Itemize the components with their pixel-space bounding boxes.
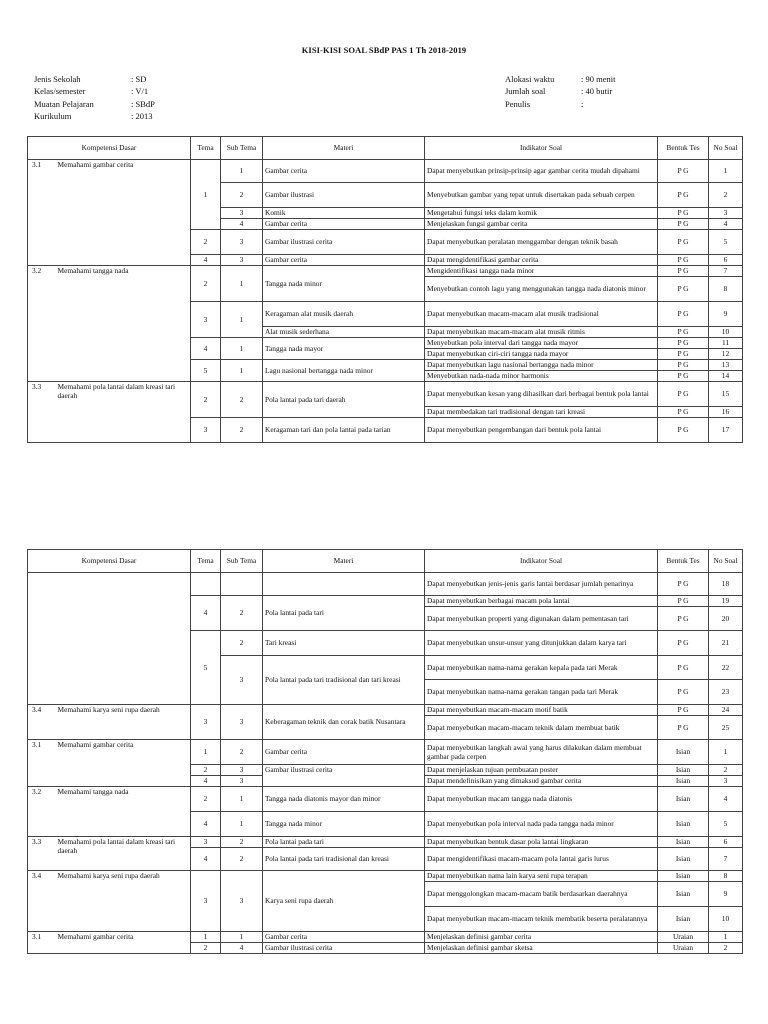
- indikator-cell: Mengidentifikasi tangga nada minor: [425, 266, 658, 277]
- bentuk-cell: P G: [658, 418, 709, 443]
- bentuk-cell: Uraian: [658, 932, 709, 943]
- table-row: [28, 837, 743, 848]
- subtema-cell: 1: [221, 932, 263, 943]
- tema-cell: 2: [191, 787, 221, 812]
- no-cell: 15: [709, 382, 743, 407]
- materi-cell: Pola lantai pada tari: [263, 837, 425, 848]
- materi-cell: Karya seni rupa daerah: [263, 871, 425, 932]
- no-cell: 7: [709, 266, 743, 277]
- no-cell: 8: [709, 277, 743, 302]
- kd-number: 3.1: [28, 932, 56, 954]
- meta-value: : SD: [131, 74, 147, 84]
- indikator-cell: Dapat menyebutkan nama-nama gerakan tangan pada tari Merak: [425, 680, 658, 705]
- tema-cell: 2: [191, 266, 221, 302]
- kd-number: 3.1: [28, 740, 56, 787]
- indikator-cell: Dapat menyebutkan macam-macam motif batik: [425, 705, 658, 716]
- indikator-cell: Dapat menyebutkan nama-nama gerakan kepala pada tari Merak: [425, 656, 658, 680]
- materi-cell: Gambar cerita: [263, 740, 425, 765]
- indikator-cell: Dapat menyebutkan unsur-unsur yang ditunjukkan dalam karya tari: [425, 631, 658, 656]
- tema-cell: 3: [191, 302, 221, 338]
- tema-cell: [191, 573, 221, 596]
- indikator-cell: Dapat membedakan tari tradisional dengan tari kreasi: [425, 407, 658, 418]
- indikator-cell: Menyebutkan nada-nada minor harmonis: [425, 371, 658, 382]
- no-cell: 2: [709, 183, 743, 208]
- subtema-cell: 2: [221, 631, 263, 656]
- indikator-cell: Dapat menyebutkan nama lain karya seni rupa terapan: [425, 871, 658, 882]
- table-row: [28, 705, 743, 716]
- tema-cell: 2: [191, 382, 221, 418]
- bentuk-cell: Isian: [658, 740, 709, 765]
- tema-cell: 3: [191, 705, 221, 740]
- bentuk-cell: P G: [658, 360, 709, 371]
- kd-text: Memahami gambar cerita: [56, 160, 191, 266]
- no-cell: 16: [709, 407, 743, 418]
- materi-cell: Keberagaman teknik dan corak batik Nusantara: [263, 705, 425, 740]
- bentuk-cell: Isian: [658, 787, 709, 812]
- subtema-cell: 3: [221, 871, 263, 932]
- table-row: [28, 787, 743, 812]
- no-cell: 13: [709, 360, 743, 371]
- materi-cell: Tangga nada mayor: [263, 338, 425, 360]
- materi-cell: Pola lantai pada tari tradisional dan kreasi: [263, 848, 425, 871]
- bentuk-cell: P G: [658, 160, 709, 183]
- materi-cell: Pola lantai pada tari: [263, 596, 425, 631]
- materi-cell: Gambar ilustrasi cerita: [263, 943, 425, 954]
- bentuk-cell: P G: [658, 607, 709, 631]
- kd-text: Memahami gambar cerita: [56, 740, 191, 787]
- meta-value: : 90 menit: [581, 74, 616, 84]
- tema-cell: 4: [191, 776, 221, 787]
- header-bentuk: Bentuk Tes: [658, 550, 709, 573]
- bentuk-cell: P G: [658, 219, 709, 230]
- bentuk-cell: P G: [658, 656, 709, 680]
- indikator-cell: Dapat menyebutkan prinsip-prinsip agar gambar cerita mudah dipahami: [425, 160, 658, 183]
- bentuk-cell: Isian: [658, 907, 709, 932]
- kd-text: Memahami pola lantai dalam kreasi tari daerah: [56, 837, 191, 871]
- subtema-cell: 3: [221, 255, 263, 266]
- meta-value: : 2013: [131, 110, 153, 121]
- no-cell: 9: [709, 882, 743, 907]
- table-row: [28, 160, 743, 183]
- bentuk-cell: Isian: [658, 776, 709, 787]
- materi-cell: Keragaman tari dan pola lantai pada tarian: [263, 418, 425, 443]
- tema-cell: 4: [191, 812, 221, 837]
- meta-label: Penulis: [505, 98, 531, 109]
- kisi-table-2: [27, 549, 743, 954]
- kd-number: 3.3: [28, 837, 56, 871]
- bentuk-cell: P G: [658, 716, 709, 740]
- tema-cell: 2: [191, 765, 221, 776]
- subtema-cell: 3: [221, 656, 263, 705]
- table-row: [28, 871, 743, 882]
- header-kompetensi: Kompetensi Dasar: [28, 137, 191, 160]
- table-row: [28, 266, 743, 277]
- indikator-cell: Dapat menyebutkan macam tangga nada diatonis: [425, 787, 658, 812]
- materi-cell: Tari kreasi: [263, 631, 425, 656]
- no-cell: 23: [709, 680, 743, 705]
- indikator-cell: Dapat menyebutkan jenis-jenis garis lantai berdasar jumlah penarinya: [425, 573, 658, 596]
- bentuk-cell: Isian: [658, 882, 709, 907]
- tema-cell: 4: [191, 255, 221, 266]
- bentuk-cell: P G: [658, 680, 709, 705]
- materi-cell: Tangga nada diatonis mayor dan minor: [263, 787, 425, 812]
- header-no: No Soal: [709, 137, 743, 160]
- no-cell: 10: [709, 907, 743, 932]
- bentuk-cell: P G: [658, 631, 709, 656]
- tema-cell: 4: [191, 338, 221, 360]
- tema-cell: 2: [191, 943, 221, 954]
- subtema-cell: 1: [221, 266, 263, 302]
- indikator-cell: Dapat menyebutkan macam-macam alat musik ritmis: [425, 327, 658, 338]
- header-subtema: Sub Tema: [221, 550, 263, 573]
- bentuk-cell: P G: [658, 302, 709, 327]
- bentuk-cell: P G: [658, 277, 709, 302]
- indikator-cell: Dapat menyebutkan macam-macam teknik dalam membuat batik: [425, 716, 658, 740]
- materi-cell: Pola lantai pada tari daerah: [263, 382, 425, 418]
- meta-right: [505, 73, 615, 110]
- no-cell: 8: [709, 871, 743, 882]
- indikator-cell: Dapat menyebutkan macam-macam alat musik tradisional: [425, 302, 658, 327]
- bentuk-cell: P G: [658, 208, 709, 219]
- table-row: [28, 932, 743, 943]
- kd-number: 3.4: [28, 705, 56, 740]
- no-cell: 25: [709, 716, 743, 740]
- meta-label: Alokasi waktu: [505, 74, 555, 84]
- kd-number: 3.2: [28, 266, 56, 382]
- subtema-cell: 2: [221, 848, 263, 871]
- no-cell: 12: [709, 349, 743, 360]
- indikator-cell: Dapat menjelaskan tujuan pembuatan poster: [425, 765, 658, 776]
- materi-cell: [263, 573, 425, 596]
- meta-label: Jenis Sekolah: [34, 74, 81, 84]
- subtema-cell: 3: [221, 776, 263, 787]
- bentuk-cell: Isian: [658, 871, 709, 882]
- kd-text: Memahami karya seni rupa daerah: [56, 871, 191, 932]
- header-kompetensi: Kompetensi Dasar: [28, 550, 191, 573]
- tema-cell: 4: [191, 596, 221, 631]
- kd-number: [28, 573, 56, 705]
- indikator-cell: Dapat menyebutkan kesan yang dihasilkan dari berbagai bentuk pola lantai: [425, 382, 658, 407]
- no-cell: 10: [709, 327, 743, 338]
- tema-cell: 3: [191, 871, 221, 932]
- no-cell: 22: [709, 656, 743, 680]
- no-cell: 6: [709, 255, 743, 266]
- no-cell: 5: [709, 812, 743, 837]
- subtema-cell: 1: [221, 302, 263, 338]
- materi-cell: Gambar ilustrasi cerita: [263, 230, 425, 255]
- no-cell: 3: [709, 776, 743, 787]
- header-materi: Materi: [263, 137, 425, 160]
- tema-cell: 3: [191, 837, 221, 848]
- tema-cell: 4: [191, 848, 221, 871]
- bentuk-cell: P G: [658, 382, 709, 407]
- tema-cell: 1: [191, 740, 221, 765]
- meta-label: Jumlah soal: [505, 86, 546, 97]
- meta-label: Kurikulum: [34, 110, 72, 121]
- indikator-cell: Dapat menyebutkan lagu nasional bertangga nada minor: [425, 360, 658, 371]
- no-cell: 18: [709, 573, 743, 596]
- table-header: [28, 137, 743, 160]
- bentuk-cell: P G: [658, 573, 709, 596]
- no-cell: 14: [709, 371, 743, 382]
- materi-cell: Gambar ilustrasi: [263, 183, 425, 208]
- indikator-cell: Dapat mendefinisikan yang dimaksud gambar cerita: [425, 776, 658, 787]
- indikator-cell: Dapat menyebutkan berbagai macam pola lantai: [425, 596, 658, 607]
- kd-text: Memahami tangga nada: [56, 266, 191, 382]
- tema-cell: 5: [191, 360, 221, 382]
- subtema-cell: 2: [221, 382, 263, 418]
- indikator-cell: Mengetahui fungsi teks dalam komik: [425, 208, 658, 219]
- no-cell: 6: [709, 837, 743, 848]
- bentuk-cell: P G: [658, 705, 709, 716]
- bentuk-cell: P G: [658, 230, 709, 255]
- tema-cell: 3: [191, 418, 221, 443]
- table-row: [28, 740, 743, 765]
- bentuk-cell: P G: [658, 371, 709, 382]
- indikator-cell: Dapat menyebutkan pola interval nada pada tangga nada minor: [425, 812, 658, 837]
- materi-cell: Komik: [263, 208, 425, 219]
- indikator-cell: Dapat mengidentifikasi macam-macam pola lantai garis lurus: [425, 848, 658, 871]
- no-cell: 4: [709, 219, 743, 230]
- no-cell: 9: [709, 302, 743, 327]
- indikator-cell: Dapat mengidentifikasi gambar cerita: [425, 255, 658, 266]
- kd-number: 3.1: [28, 160, 56, 266]
- bentuk-cell: Uraian: [658, 943, 709, 954]
- bentuk-cell: P G: [658, 183, 709, 208]
- table-header: [28, 550, 743, 573]
- no-cell: 21: [709, 631, 743, 656]
- no-cell: 3: [709, 208, 743, 219]
- materi-cell: Keragaman alat musik daerah: [263, 302, 425, 327]
- meta-value: : 40 butir: [581, 86, 613, 97]
- no-cell: 7: [709, 848, 743, 871]
- subtema-cell: 4: [221, 943, 263, 954]
- indikator-cell: Menjelaskan definisi gambar cerita: [425, 932, 658, 943]
- no-cell: 20: [709, 607, 743, 631]
- materi-cell: Lagu nasional bertangga nada minor: [263, 360, 425, 382]
- subtema-cell: 2: [221, 740, 263, 765]
- subtema-cell: 1: [221, 787, 263, 812]
- no-cell: 5: [709, 230, 743, 255]
- materi-cell: Gambar cerita: [263, 219, 425, 230]
- indikator-cell: Menyebutkan gambar yang tepat untuk disertakan pada sebuah cerpen: [425, 183, 658, 208]
- subtema-cell: 3: [221, 705, 263, 740]
- indikator-cell: Menjelaskan definisi gambar sketsa: [425, 943, 658, 954]
- materi-cell: Gambar cerita: [263, 932, 425, 943]
- indikator-cell: Dapat menyebutkan pengembangan dari bentuk pola lantai: [425, 418, 658, 443]
- header-tema: Tema: [191, 550, 221, 573]
- header-subtema: Sub Tema: [221, 137, 263, 160]
- no-cell: 1: [709, 932, 743, 943]
- tema-cell: 1: [191, 160, 221, 230]
- no-cell: 11: [709, 338, 743, 349]
- kd-number: 3.3: [28, 382, 56, 443]
- subtema-cell: 3: [221, 230, 263, 255]
- subtema-cell: 2: [221, 596, 263, 631]
- indikator-cell: Menjelaskan fungsi gambar cerita: [425, 219, 658, 230]
- table-row: [28, 573, 743, 596]
- indikator-cell: Dapat menyebutkan macam-macam teknik membatik beserta peralatannya: [425, 907, 658, 932]
- meta-value: : SBdP: [131, 98, 155, 109]
- tema-cell: 5: [191, 631, 221, 705]
- no-cell: 2: [709, 943, 743, 954]
- indikator-cell: Dapat menyebutkan bentuk dasar pola lantai lingkaran: [425, 837, 658, 848]
- header-tema: Tema: [191, 137, 221, 160]
- no-cell: 24: [709, 705, 743, 716]
- meta-value: :: [581, 98, 584, 109]
- subtema-cell: 4: [221, 219, 263, 230]
- subtema-cell: 3: [221, 765, 263, 776]
- meta-label: Muatan Pelajaran: [34, 98, 94, 109]
- kd-text: Memahami karya seni rupa daerah: [56, 705, 191, 740]
- subtema-cell: [221, 573, 263, 596]
- no-cell: 4: [709, 787, 743, 812]
- meta-value: : V/1: [131, 86, 149, 97]
- materi-cell: Tangga nada minor: [263, 812, 425, 837]
- kisi-table-1: [27, 136, 743, 443]
- materi-cell: Gambar cerita: [263, 160, 425, 183]
- bentuk-cell: P G: [658, 266, 709, 277]
- meta-label: Kelas/semester: [34, 86, 86, 97]
- kd-text: Memahami pola lantai dalam kreasi tari daerah: [56, 382, 191, 443]
- subtema-cell: 1: [221, 160, 263, 183]
- subtema-cell: 2: [221, 837, 263, 848]
- bentuk-cell: Isian: [658, 837, 709, 848]
- bentuk-cell: Isian: [658, 848, 709, 871]
- kd-text: Memahami gambar cerita: [56, 932, 191, 954]
- header-bentuk: Bentuk Tes: [658, 137, 709, 160]
- subtema-cell: 1: [221, 338, 263, 360]
- bentuk-cell: P G: [658, 407, 709, 418]
- subtema-cell: 2: [221, 418, 263, 443]
- indikator-cell: Dapat menyebutkan ciri-ciri tangga nada mayor: [425, 349, 658, 360]
- indikator-cell: Dapat menyebutkan langkah awal yang harus dilakukan dalam membuat gambar pada cerpen: [425, 740, 658, 765]
- kd-number: 3.4: [28, 871, 56, 932]
- header-indikator: Indikator Soal: [425, 137, 658, 160]
- kd-text: Memahami tangga nada: [56, 787, 191, 837]
- materi-cell: Gambar ilustrasi cerita: [263, 765, 425, 787]
- indikator-cell: Menyebutkan contoh lagu yang menggunakan tangga nada diatonis minor: [425, 277, 658, 302]
- tema-cell: 1: [191, 932, 221, 943]
- no-cell: 2: [709, 765, 743, 776]
- kd-text: [56, 573, 191, 705]
- subtema-cell: 2: [221, 183, 263, 208]
- document-title: KISI-KISI SOAL SBdP PAS 1 Th 2018-2019: [301, 45, 467, 55]
- indikator-cell: Dapat menggolongkan macam-macam batik berdasarkan daerahnya: [425, 882, 658, 907]
- header-no: No Soal: [709, 550, 743, 573]
- materi-cell: Tangga nada minor: [263, 266, 425, 302]
- bentuk-cell: P G: [658, 596, 709, 607]
- bentuk-cell: Isian: [658, 812, 709, 837]
- materi-cell: Gambar cerita: [263, 255, 425, 266]
- bentuk-cell: P G: [658, 327, 709, 338]
- subtema-cell: 1: [221, 812, 263, 837]
- bentuk-cell: P G: [658, 255, 709, 266]
- bentuk-cell: P G: [658, 338, 709, 349]
- no-cell: 1: [709, 740, 743, 765]
- no-cell: 19: [709, 596, 743, 607]
- materi-cell: Pola lantai pada tari tradisional dan tari kreasi: [263, 656, 425, 705]
- meta-left: [34, 73, 155, 122]
- bentuk-cell: P G: [658, 349, 709, 360]
- bentuk-cell: Isian: [658, 765, 709, 776]
- header-indikator: Indikator Soal: [425, 550, 658, 573]
- materi-cell: Alat musik sederhana: [263, 327, 425, 338]
- no-cell: 1: [709, 160, 743, 183]
- indikator-cell: Menyebutkan pola interval dari tangga nada mayor: [425, 338, 658, 349]
- subtema-cell: 1: [221, 360, 263, 382]
- tema-cell: 2: [191, 230, 221, 255]
- indikator-cell: Dapat menyebutkan peralatan menggambar dengan teknik basah: [425, 230, 658, 255]
- indikator-cell: Dapat menyebutkan properti yang digunakan dalam pementasan tari: [425, 607, 658, 631]
- header-materi: Materi: [263, 550, 425, 573]
- no-cell: 17: [709, 418, 743, 443]
- kd-number: 3.2: [28, 787, 56, 837]
- subtema-cell: 3: [221, 208, 263, 219]
- table-row: [28, 382, 743, 407]
